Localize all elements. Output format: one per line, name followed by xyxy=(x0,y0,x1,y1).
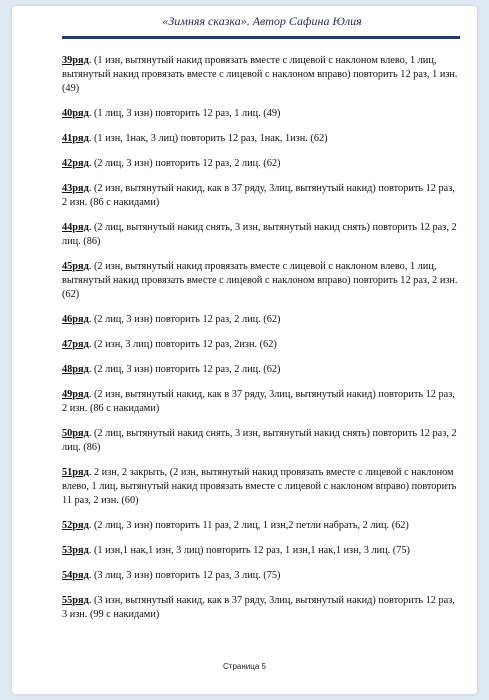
row-text: . (2 лиц, 3 изн) повторить 11 раз, 2 лиц, 1 изн,2 петли набрать, 2 лиц. (62) xyxy=(88,520,409,531)
row-label: 41ряд xyxy=(62,133,89,144)
row-instruction xyxy=(62,157,458,171)
row-label: 39ряд xyxy=(62,55,89,66)
row-instruction xyxy=(62,388,458,416)
row-text: . (2 изн, вытянутый накид провязать вместе с лицевой с наклоном влево, 1 лиц, вытянутый накид провязать вместе с лицевой с наклоном вправо) повторить 12 раз, 2 изн. (62) xyxy=(62,261,458,300)
row-instruction xyxy=(62,132,458,146)
row-label: 51ряд xyxy=(62,467,89,478)
row-label: 47ряд xyxy=(62,339,89,350)
page-number: Страница 5 xyxy=(223,662,266,671)
row-text: . (3 изн, вытянутый накид, как в 37 ряду, 3лиц, вытянутый накид) повторить 12 раз, 3 изн. (99 с накидами) xyxy=(62,595,455,620)
row-instruction xyxy=(62,519,458,533)
document-page xyxy=(12,6,477,694)
row-instruction xyxy=(62,544,458,558)
row-text: . (1 лиц, 3 изн) повторить 12 раз, 1 лиц. (49) xyxy=(88,108,281,119)
header-divider xyxy=(62,36,460,39)
row-text: . (3 лиц, 3 изн) повторить 12 раз, 3 лиц. (75) xyxy=(88,570,281,581)
row-instruction xyxy=(62,221,458,249)
row-label: 43ряд xyxy=(62,183,89,194)
row-instruction xyxy=(62,54,458,96)
row-label: 55ряд xyxy=(62,595,89,606)
row-text: . (1 изн, 1нак, 3 лиц) повторить 12 раз, 1нак, 1изн. (62) xyxy=(88,133,328,144)
row-text: . (2 лиц, 3 изн) повторить 12 раз, 2 лиц. (62) xyxy=(88,158,281,169)
row-text: . (1 изн,1 нак,1 изн, 3 лиц) повторить 12 раз, 1 изн,1 нак,1 изн, 3 лиц. (75) xyxy=(88,545,410,556)
row-instruction xyxy=(62,594,458,622)
row-label: 49ряд xyxy=(62,389,89,400)
row-text: . (2 лиц, вытянутый накид снять, 3 изн, вытянутый накид снять) повторить 12 раз, 2 лиц. (86) xyxy=(62,222,457,247)
row-instruction xyxy=(62,466,458,508)
row-instruction xyxy=(62,107,458,121)
row-text: . (1 изн, вытянутый накид провязать вместе с лицевой с наклоном влево, 1 лиц, вытянутый накид провязать вместе с лицевой с наклоном вправо) повторить 12 раз, 1 изн. (49) xyxy=(62,55,458,94)
row-instruction xyxy=(62,569,458,583)
row-label: 45ряд xyxy=(62,261,89,272)
row-label: 48ряд xyxy=(62,364,89,375)
row-label: 44ряд xyxy=(62,222,89,233)
row-label: 42ряд xyxy=(62,158,89,169)
row-label: 50ряд xyxy=(62,428,89,439)
row-instructions-list xyxy=(62,54,458,633)
row-instruction xyxy=(62,182,458,210)
row-text: . (2 изн, вытянутый накид, как в 37 ряду, 3лиц, вытянутый накид) повторить 12 раз, 2 изн. (86 с накидами) xyxy=(62,183,455,208)
row-label: 52ряд xyxy=(62,520,89,531)
row-instruction xyxy=(62,260,458,302)
row-text: . (2 изн, вытянутый накид, как в 37 ряду, 3лиц, вытянутый накид) повторить 12 раз, 2 изн. (86 с накидами) xyxy=(62,389,455,414)
row-text: . (2 лиц, 3 изн) повторить 12 раз, 2 лиц. (62) xyxy=(88,314,281,325)
page-header-title: «Зимняя сказка». Автор Сафина Юлия xyxy=(162,14,362,28)
row-label: 40ряд xyxy=(62,108,89,119)
row-label: 53ряд xyxy=(62,545,89,556)
row-text: . (2 лиц, вытянутый накид снять, 3 изн, вытянутый накид снять) повторить 12 раз, 2 лиц. (86) xyxy=(62,428,457,453)
row-instruction xyxy=(62,427,458,455)
row-label: 54ряд xyxy=(62,570,89,581)
row-text: . 2 изн, 2 закрыть, (2 изн, вытянутый накид провязать вместе с лицевой с наклоном влево, 1 лиц, вытянутый накид провязать вместе с лицевой с наклоном вправо) повторить 11 раз, 2 изн. (60) xyxy=(62,467,457,506)
row-label: 46ряд xyxy=(62,314,89,325)
row-text: . (2 лиц, 3 изн) повторить 12 раз, 2 лиц. (62) xyxy=(88,364,281,375)
row-instruction xyxy=(62,313,458,327)
row-instruction xyxy=(62,363,458,377)
row-instruction xyxy=(62,338,458,352)
row-text: . (2 изн, 3 лиц) повторить 12 раз, 2изн. (62) xyxy=(88,339,277,350)
